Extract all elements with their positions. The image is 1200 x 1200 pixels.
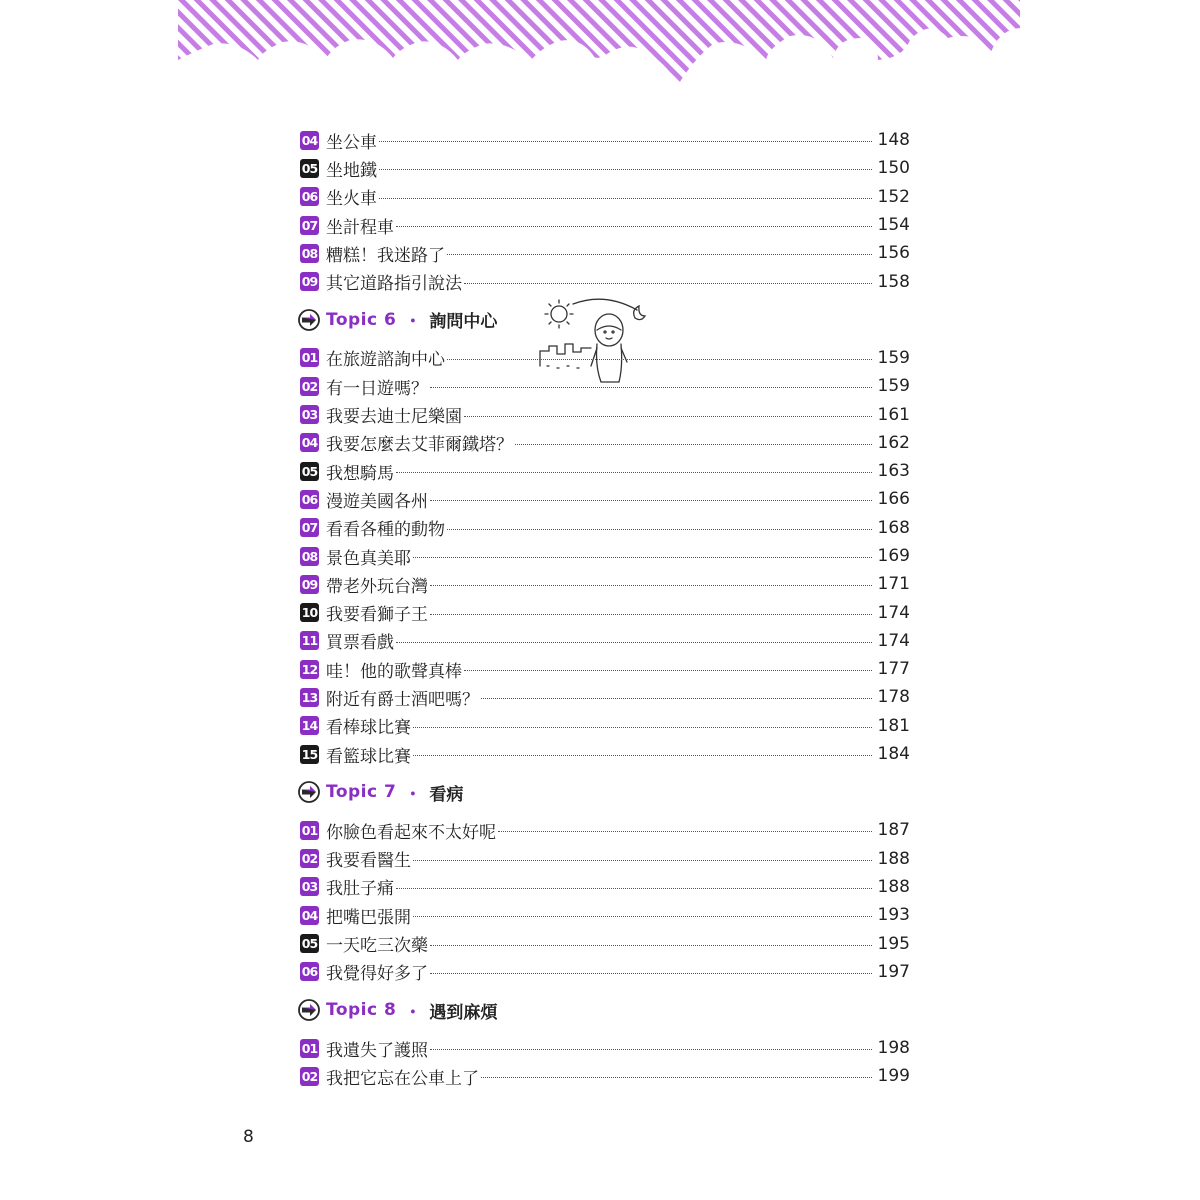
toc-entry[interactable] xyxy=(298,958,910,986)
toc-entry[interactable] xyxy=(298,873,910,901)
topic-heading xyxy=(298,996,910,1024)
entry-page: 159 xyxy=(877,347,910,368)
entry-number-badge: 01 xyxy=(301,350,318,366)
entry-number-badge: 07 xyxy=(301,520,318,536)
entry-number-badge: 12 xyxy=(301,661,318,677)
entry-title: 我要怎麼去艾菲爾鐵塔？ xyxy=(326,435,513,456)
toc-entry[interactable] xyxy=(298,712,910,740)
toc-entry[interactable] xyxy=(298,901,910,929)
dot-leader xyxy=(413,916,872,917)
entry-number-badge: 04 xyxy=(301,132,318,148)
entry-number-badge: 07 xyxy=(301,217,318,233)
entry-page: 154 xyxy=(877,215,910,236)
arrow-circle-icon xyxy=(298,309,320,331)
entry-title: 我把它忘在公車上了 xyxy=(326,1068,479,1089)
entry-title: 我要去迪士尼樂園 xyxy=(326,407,462,428)
dot-leader xyxy=(396,472,872,473)
dot-leader xyxy=(413,557,872,558)
toc-entry[interactable] xyxy=(298,845,910,873)
entry-page: 187 xyxy=(877,820,910,841)
dot-leader xyxy=(413,755,872,756)
arrow-circle-icon xyxy=(298,781,320,803)
topic-label: Topic 7 xyxy=(326,782,397,803)
entry-number-badge: 03 xyxy=(301,407,318,423)
toc-entry[interactable] xyxy=(298,598,910,626)
entry-title: 我要看獅子王 xyxy=(326,605,428,626)
entry-number-badge: 04 xyxy=(301,907,318,923)
entry-page: 181 xyxy=(877,715,910,736)
entry-number-badge: 09 xyxy=(301,576,318,592)
entry-number-badge: 05 xyxy=(301,463,318,479)
entry-number-badge: 02 xyxy=(301,851,318,867)
entry-number-badge: 09 xyxy=(301,274,318,290)
dot-leader xyxy=(515,444,872,445)
entry-page: 174 xyxy=(877,630,910,651)
toc-entry[interactable] xyxy=(298,485,910,513)
entry-page: 198 xyxy=(877,1038,910,1059)
entry-page: 162 xyxy=(877,432,910,453)
entry-page: 152 xyxy=(877,186,910,207)
entry-title: 坐公車 xyxy=(326,132,377,153)
dot-leader xyxy=(430,614,872,615)
entry-number-badge: 05 xyxy=(301,936,318,952)
entry-number-badge: 05 xyxy=(301,160,318,176)
dot-leader xyxy=(396,226,872,227)
entry-title: 我遺失了護照 xyxy=(326,1040,428,1061)
entry-page: 159 xyxy=(877,376,910,397)
entry-title: 糟糕！我迷路了 xyxy=(326,245,445,266)
entry-page: 161 xyxy=(877,404,910,425)
dot-leader xyxy=(464,283,872,284)
entry-number-badge: 01 xyxy=(301,1040,318,1056)
topic-label: Topic 6 xyxy=(326,309,397,330)
toc-entry[interactable] xyxy=(298,239,910,267)
entry-title: 看棒球比賽 xyxy=(326,718,411,739)
entry-page: 178 xyxy=(877,687,910,708)
topic-separator: ・ xyxy=(404,784,422,805)
topic-title: 看病 xyxy=(429,784,464,805)
entry-title: 你臉色看起來不太好呢 xyxy=(326,822,496,843)
toc-entry[interactable] xyxy=(298,816,910,844)
entry-title: 買票看戲 xyxy=(326,633,394,654)
entry-number-badge: 02 xyxy=(301,378,318,394)
entry-title: 景色真美耶 xyxy=(326,548,411,569)
dot-leader xyxy=(464,670,872,671)
entry-number-badge: 02 xyxy=(301,1068,318,1084)
table-of-contents xyxy=(298,126,910,1091)
entry-page: 184 xyxy=(877,744,910,765)
entry-page: 163 xyxy=(877,461,910,482)
entry-number-badge: 15 xyxy=(301,746,318,762)
entry-title: 有一日遊嗎？ xyxy=(326,378,428,399)
entry-page: 188 xyxy=(877,876,910,897)
entry-number-badge: 11 xyxy=(301,633,318,649)
entry-page: 171 xyxy=(877,574,910,595)
toc-entry[interactable] xyxy=(298,344,910,372)
topic-title: 遇到麻煩 xyxy=(429,1002,498,1023)
entry-page: 177 xyxy=(877,659,910,680)
dot-leader xyxy=(413,860,872,861)
toc-entry[interactable] xyxy=(298,1062,910,1090)
toc-entry[interactable] xyxy=(298,211,910,239)
entry-number-badge: 03 xyxy=(301,879,318,895)
entry-page: 158 xyxy=(877,271,910,292)
toc-entry[interactable] xyxy=(298,740,910,768)
entry-title: 在旅遊諮詢中心 xyxy=(326,350,445,371)
entry-title: 我要看醫生 xyxy=(326,851,411,872)
dot-leader xyxy=(430,500,872,501)
topic-separator: ・ xyxy=(404,1002,422,1023)
toc-entry[interactable] xyxy=(298,183,910,211)
entry-number-badge: 06 xyxy=(301,491,318,507)
toc-entry[interactable] xyxy=(298,627,910,655)
entry-title: 坐地鐵 xyxy=(326,160,377,181)
toc-entry[interactable] xyxy=(298,457,910,485)
entry-page: 174 xyxy=(877,602,910,623)
dot-leader xyxy=(481,698,872,699)
dot-leader xyxy=(430,945,872,946)
topic-heading xyxy=(298,778,910,806)
entry-title: 一天吃三次藥 xyxy=(326,936,428,957)
toc-entry[interactable] xyxy=(298,655,910,683)
entry-number-badge: 01 xyxy=(301,822,318,838)
toc-entry[interactable] xyxy=(298,126,910,154)
entry-page: 156 xyxy=(877,243,910,264)
dot-leader xyxy=(379,141,872,142)
entry-page: 195 xyxy=(877,933,910,954)
toc-entry[interactable] xyxy=(298,400,910,428)
entry-number-badge: 14 xyxy=(301,718,318,734)
entry-title: 把嘴巴張開 xyxy=(326,907,411,928)
entry-page: 199 xyxy=(877,1066,910,1087)
dot-leader xyxy=(481,1077,872,1078)
dot-leader xyxy=(430,973,872,974)
dot-leader xyxy=(430,1049,872,1050)
dot-leader xyxy=(430,585,872,586)
striped-cloud-header xyxy=(178,0,1020,90)
entry-number-badge: 06 xyxy=(301,964,318,980)
page-number: 8 xyxy=(243,1127,254,1147)
topic-label: Topic 8 xyxy=(326,1000,397,1021)
entry-title: 我肚子痛 xyxy=(326,879,394,900)
entry-number-badge: 13 xyxy=(301,689,318,705)
dot-leader xyxy=(447,359,872,360)
entry-title: 附近有爵士酒吧嗎？ xyxy=(326,689,479,710)
entry-title: 哇！他的歌聲真棒 xyxy=(326,661,462,682)
entry-title: 其它道路指引說法 xyxy=(326,274,462,295)
toc-entry[interactable] xyxy=(298,429,910,457)
entry-title: 我覺得好多了 xyxy=(326,964,428,985)
topic-separator: ・ xyxy=(404,312,422,333)
arrow-circle-icon xyxy=(298,999,320,1021)
toc-entry[interactable] xyxy=(298,154,910,182)
dot-leader xyxy=(447,254,872,255)
entry-title: 坐計程車 xyxy=(326,217,394,238)
dot-leader xyxy=(447,529,872,530)
dot-leader xyxy=(498,831,872,832)
entry-page: 193 xyxy=(877,905,910,926)
toc-entry[interactable] xyxy=(298,514,910,542)
entry-number-badge: 10 xyxy=(301,605,318,621)
toc-entry[interactable] xyxy=(298,372,910,400)
entry-number-badge: 04 xyxy=(301,435,318,451)
topic-title: 詢問中心 xyxy=(429,312,498,333)
dot-leader xyxy=(413,727,872,728)
entry-page: 169 xyxy=(877,546,910,566)
toc-entry[interactable] xyxy=(298,1034,910,1062)
dot-leader xyxy=(430,387,872,388)
dot-leader xyxy=(396,888,872,889)
toc-entry[interactable] xyxy=(298,929,910,957)
dot-leader xyxy=(379,169,872,170)
entry-page: 188 xyxy=(877,848,910,869)
toc-entry[interactable] xyxy=(298,570,910,598)
entry-page: 197 xyxy=(877,961,910,982)
toc-entry[interactable] xyxy=(298,267,910,295)
entry-title: 坐火車 xyxy=(326,189,377,210)
entry-title: 漫遊美國各州 xyxy=(326,491,428,512)
topic-heading xyxy=(298,306,910,334)
entry-number-badge: 08 xyxy=(301,245,318,261)
entry-title: 我想騎馬 xyxy=(326,463,394,484)
entry-page: 148 xyxy=(877,130,910,151)
entry-number-badge: 08 xyxy=(301,548,318,564)
dot-leader xyxy=(379,198,872,199)
entry-page: 166 xyxy=(877,489,910,510)
entry-title: 看籃球比賽 xyxy=(326,746,411,767)
toc-entry[interactable] xyxy=(298,542,910,570)
entry-number-badge: 06 xyxy=(301,189,318,205)
entry-page: 168 xyxy=(877,517,910,538)
entry-page: 150 xyxy=(877,158,910,179)
entry-title: 帶老外玩台灣 xyxy=(326,576,428,597)
toc-entry[interactable] xyxy=(298,683,910,711)
dot-leader xyxy=(396,642,872,643)
dot-leader xyxy=(464,416,872,417)
entry-title: 看看各種的動物 xyxy=(326,520,445,541)
